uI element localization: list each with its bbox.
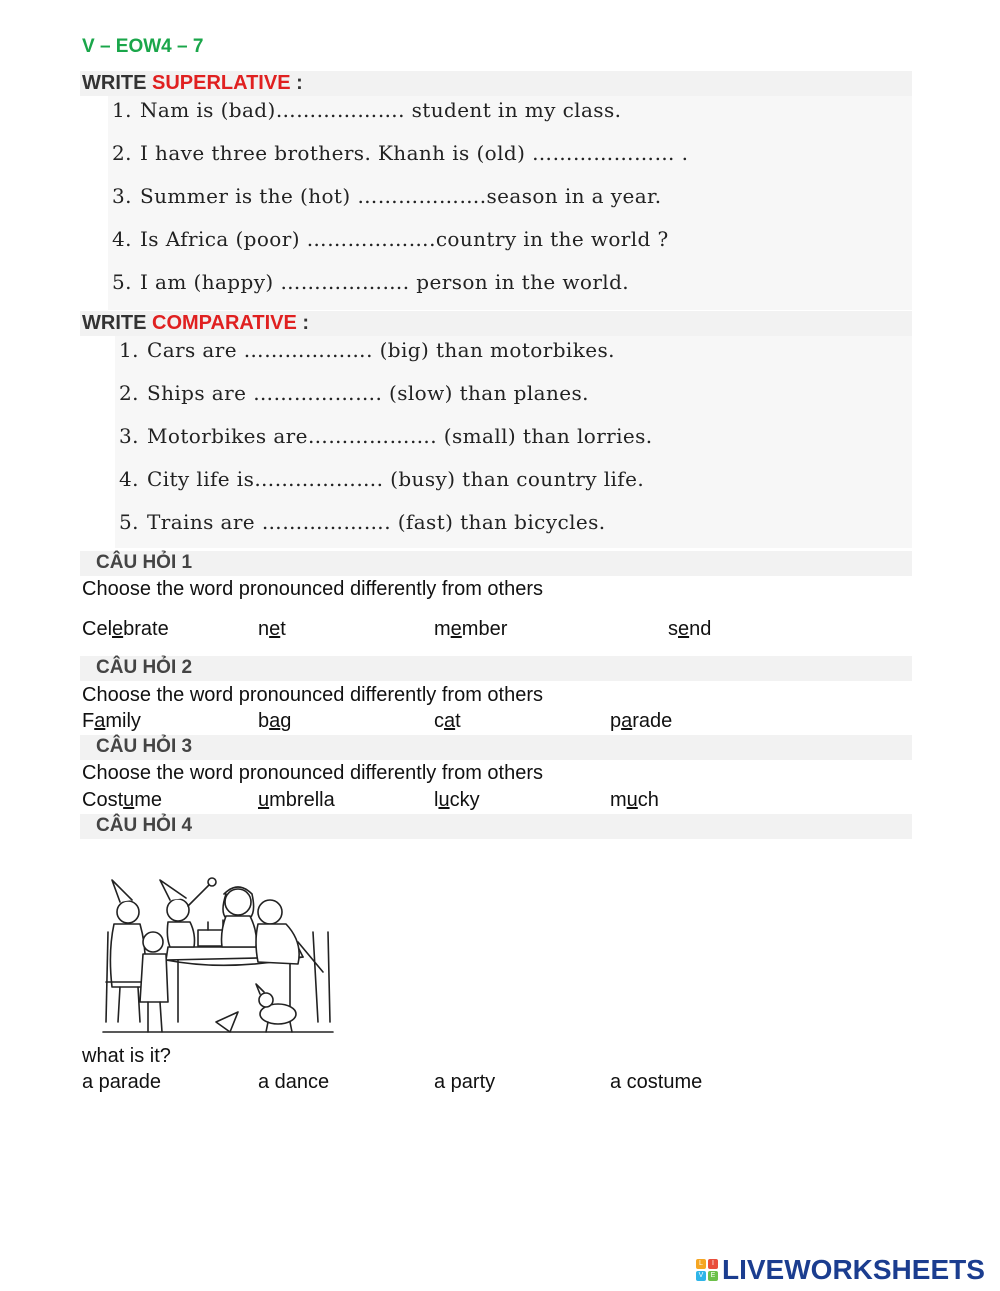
comparative-item — [119, 381, 589, 405]
option-text-part: F — [82, 710, 95, 732]
question-1-option[interactable] — [668, 618, 711, 641]
comparative-item — [119, 510, 606, 534]
underlined-letter: a — [444, 710, 456, 732]
question-2-option[interactable] — [434, 710, 461, 733]
option-text-part: Cel — [82, 618, 113, 640]
question-3-option[interactable] — [434, 789, 480, 812]
option-text-part: ch — [637, 789, 659, 811]
comparative-item-number: 3. — [119, 424, 139, 448]
superlative-item — [112, 141, 688, 165]
question-4-option[interactable]: a costume — [610, 1071, 703, 1093]
underlined-letter: u — [258, 789, 270, 811]
comparative-item-number: 5. — [119, 510, 139, 534]
underlined-letter: e — [450, 618, 462, 640]
option-text-part: mber — [461, 618, 508, 640]
question-4-prompt: what is it? — [82, 1045, 171, 1067]
option-text-part: m — [434, 618, 451, 640]
option-text-part: p — [610, 710, 622, 732]
question-2-option[interactable] — [258, 710, 291, 733]
comparative-item-number: 1. — [119, 338, 139, 362]
question-3-option[interactable] — [82, 789, 162, 812]
underlined-letter: a — [94, 710, 106, 732]
question-1-option[interactable] — [82, 618, 169, 641]
question-4-option[interactable]: a dance — [258, 1071, 330, 1093]
question-4-option[interactable]: a party — [434, 1071, 496, 1093]
question-1-label: CÂU HỎI 1 — [96, 552, 193, 573]
underlined-letter: e — [269, 618, 281, 640]
question-1-option[interactable] — [258, 618, 286, 641]
question-3-option[interactable] — [610, 789, 659, 812]
comparative-item-text: Ships are ………………. (slow) than planes. — [147, 381, 589, 405]
question-1-prompt: Choose the word pronounced differently from others — [82, 578, 544, 600]
option-text-part: t — [280, 618, 286, 640]
question-2-option[interactable] — [610, 710, 672, 733]
question-2-prompt: Choose the word pronounced differently from others — [82, 684, 544, 706]
logo-text: LIVEWORKSHEETS — [722, 1254, 985, 1285]
comparative-item — [119, 338, 615, 362]
underlined-letter: a — [621, 710, 633, 732]
superlative-item-text: Nam is (bad)………………. student in my class. — [140, 98, 622, 122]
superlative-item-text: I am (happy) ………………. person in the world. — [140, 270, 630, 294]
superlative-item-number: 2. — [112, 141, 132, 165]
underlined-letter: u — [626, 789, 638, 811]
superlative-item-number: 5. — [112, 270, 132, 294]
question-3-prompt: Choose the word pronounced differently from others — [82, 762, 544, 784]
question-4-heading-bar — [80, 814, 912, 839]
superlative-item-number: 3. — [112, 184, 132, 208]
comparative-item-number: 2. — [119, 381, 139, 405]
birthday-party-illustration — [98, 872, 338, 1042]
underlined-letter: e — [678, 618, 690, 640]
question-4-label: CÂU HỎI 4 — [96, 815, 193, 836]
comparative-item-text: City life is………………. (busy) than country life. — [147, 467, 645, 491]
superlative-item-text: Summer is the (hot) ……………….season in a year. — [140, 184, 662, 208]
comparative-item — [119, 424, 653, 448]
question-2-label: CÂU HỎI 2 — [96, 657, 193, 678]
option-text-part: g — [280, 710, 292, 732]
option-text-part: l — [434, 789, 439, 811]
comparative-item-text: Trains are ………………. (fast) than bicycles. — [147, 510, 606, 534]
superlative-heading: WRITE SUPERLATIVE : — [82, 72, 303, 94]
option-text-part: m — [610, 789, 627, 811]
option-text-part: me — [134, 789, 163, 811]
comparative-item-number: 4. — [119, 467, 139, 491]
superlative-item-text: I have three brothers. Khanh is (old) ………………… . — [140, 141, 689, 165]
superlative-item — [112, 98, 621, 122]
question-3-heading-bar — [80, 735, 912, 760]
question-3-label: CÂU HỎI 3 — [96, 736, 193, 757]
superlative-item — [112, 270, 629, 294]
liveworksheets-logo — [696, 1255, 985, 1285]
option-text-part: mily — [105, 710, 141, 732]
option-text-part: brate — [123, 618, 169, 640]
comparative-item — [119, 467, 644, 491]
option-text-part: rade — [632, 710, 673, 732]
superlative-item — [112, 184, 662, 208]
superlative-item-number: 4. — [112, 227, 132, 251]
worksheet-title: V – EOW4 – 7 — [82, 36, 204, 57]
logo-block: E — [708, 1271, 718, 1281]
comparative-heading: WRITE COMPARATIVE : — [82, 312, 310, 334]
comparative-item-text: Motorbikes are………………. (small) than lorries. — [147, 424, 653, 448]
logo-block: L — [696, 1259, 706, 1269]
question-2-heading-bar — [80, 656, 912, 681]
underlined-letter: e — [112, 618, 124, 640]
option-text-part: nd — [689, 618, 712, 640]
superlative-item-text: Is Africa (poor) ……………….country in the world ? — [140, 227, 669, 251]
option-text-part: Cost — [82, 789, 124, 811]
option-text-part: c — [434, 710, 444, 732]
superlative-item-number: 1. — [112, 98, 132, 122]
underlined-letter: u — [438, 789, 450, 811]
question-2-option[interactable] — [82, 710, 141, 733]
logo-block: V — [696, 1271, 706, 1281]
option-text-part: s — [668, 618, 678, 640]
option-text-part: n — [258, 618, 270, 640]
question-4-option[interactable]: a parade — [82, 1071, 161, 1093]
question-3-option[interactable] — [258, 789, 335, 812]
underlined-letter: u — [123, 789, 135, 811]
question-1-heading-bar — [80, 551, 912, 576]
logo-block: I — [708, 1259, 718, 1269]
superlative-item — [112, 227, 669, 251]
question-1-option[interactable] — [434, 618, 507, 641]
logo-blocks-icon — [696, 1259, 718, 1281]
underlined-letter: a — [269, 710, 281, 732]
option-text-part: cky — [449, 789, 480, 811]
comparative-item-text: Cars are ………………. (big) than motorbikes. — [147, 338, 615, 362]
option-text-part: t — [455, 710, 461, 732]
option-text-part: mbrella — [269, 789, 335, 811]
option-text-part: b — [258, 710, 270, 732]
